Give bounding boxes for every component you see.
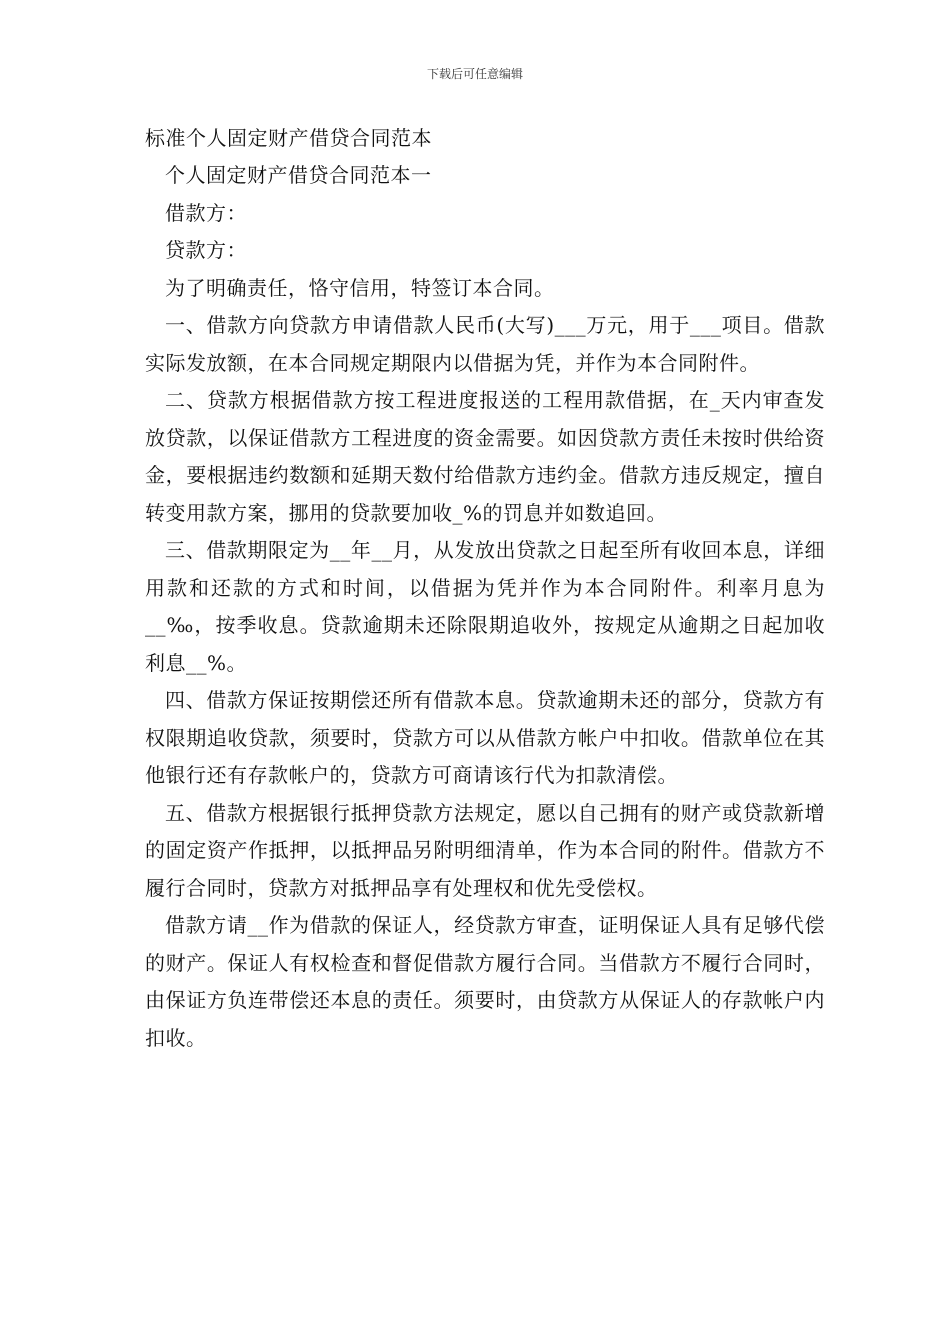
document-body bbox=[145, 120, 825, 1057]
header-note: 下载后可任意编辑 bbox=[426, 67, 523, 81]
section-heading: 个人固定财产借贷合同范本一 bbox=[165, 163, 432, 187]
intro-paragraph: 为了明确责任，恪守信用，特签订本合同。 bbox=[165, 275, 555, 300]
lender-line: 贷款方： bbox=[165, 238, 247, 262]
borrower-line: 借款方： bbox=[165, 200, 247, 225]
document-title: 标准个人固定财产借贷合同范本 bbox=[145, 126, 432, 150]
clause-2: 二、贷款方根据借款方按工程进度报送的工程用款借据，在_天内审查发放贷款，以保证借款方工程进度的资金需要。如因贷款方责任未按时供给资金，要根据违约数额和延期天数付给借款方违约金。借款方违反规定，擅自转变用款方案，挪用的贷款要加收_%的罚息并如数追回。 bbox=[145, 388, 825, 525]
clause-1: 一、借款方向贷款方申请借款人民币(大写)___万元，用于___项目。借款实际发放额，在本合同规定期限内以借据为凭，并作为本合同附件。 bbox=[145, 313, 825, 375]
clause-3: 三、借款期限定为__年__月，从发放出贷款之日起至所有收回本息，详细用款和还款的方式和时间，以借据为凭并作为本合同附件。利率月息为__‰，按季收息。贷款逾期未还除限期追收外，按规定从逾期之日起加收利息__%。 bbox=[145, 538, 825, 675]
guarantor-clause: 借款方请__作为借款的保证人，经贷款方审查，证明保证人具有足够代偿的财产。保证人有权检查和督促借款方履行合同。当借款方不履行合同时，由保证方负连带偿还本息的责任。须要时，由贷款方从保证人的存款帐户内扣收。 bbox=[145, 913, 825, 1050]
clause-5: 五、借款方根据银行抵押贷款方法规定，愿以自己拥有的财产或贷款新增的固定资产作抵押，以抵押品另附明细清单，作为本合同的附件。借款方不履行合同时，贷款方对抵押品享有处理权和优先受偿权。 bbox=[145, 800, 825, 900]
clause-4: 四、借款方保证按期偿还所有借款本息。贷款逾期未还的部分，贷款方有权限期追收贷款，须要时，贷款方可以从借款方帐户中扣收。借款单位在其他银行还有存款帐户的，贷款方可商请该行代为扣款清偿。 bbox=[145, 688, 825, 787]
